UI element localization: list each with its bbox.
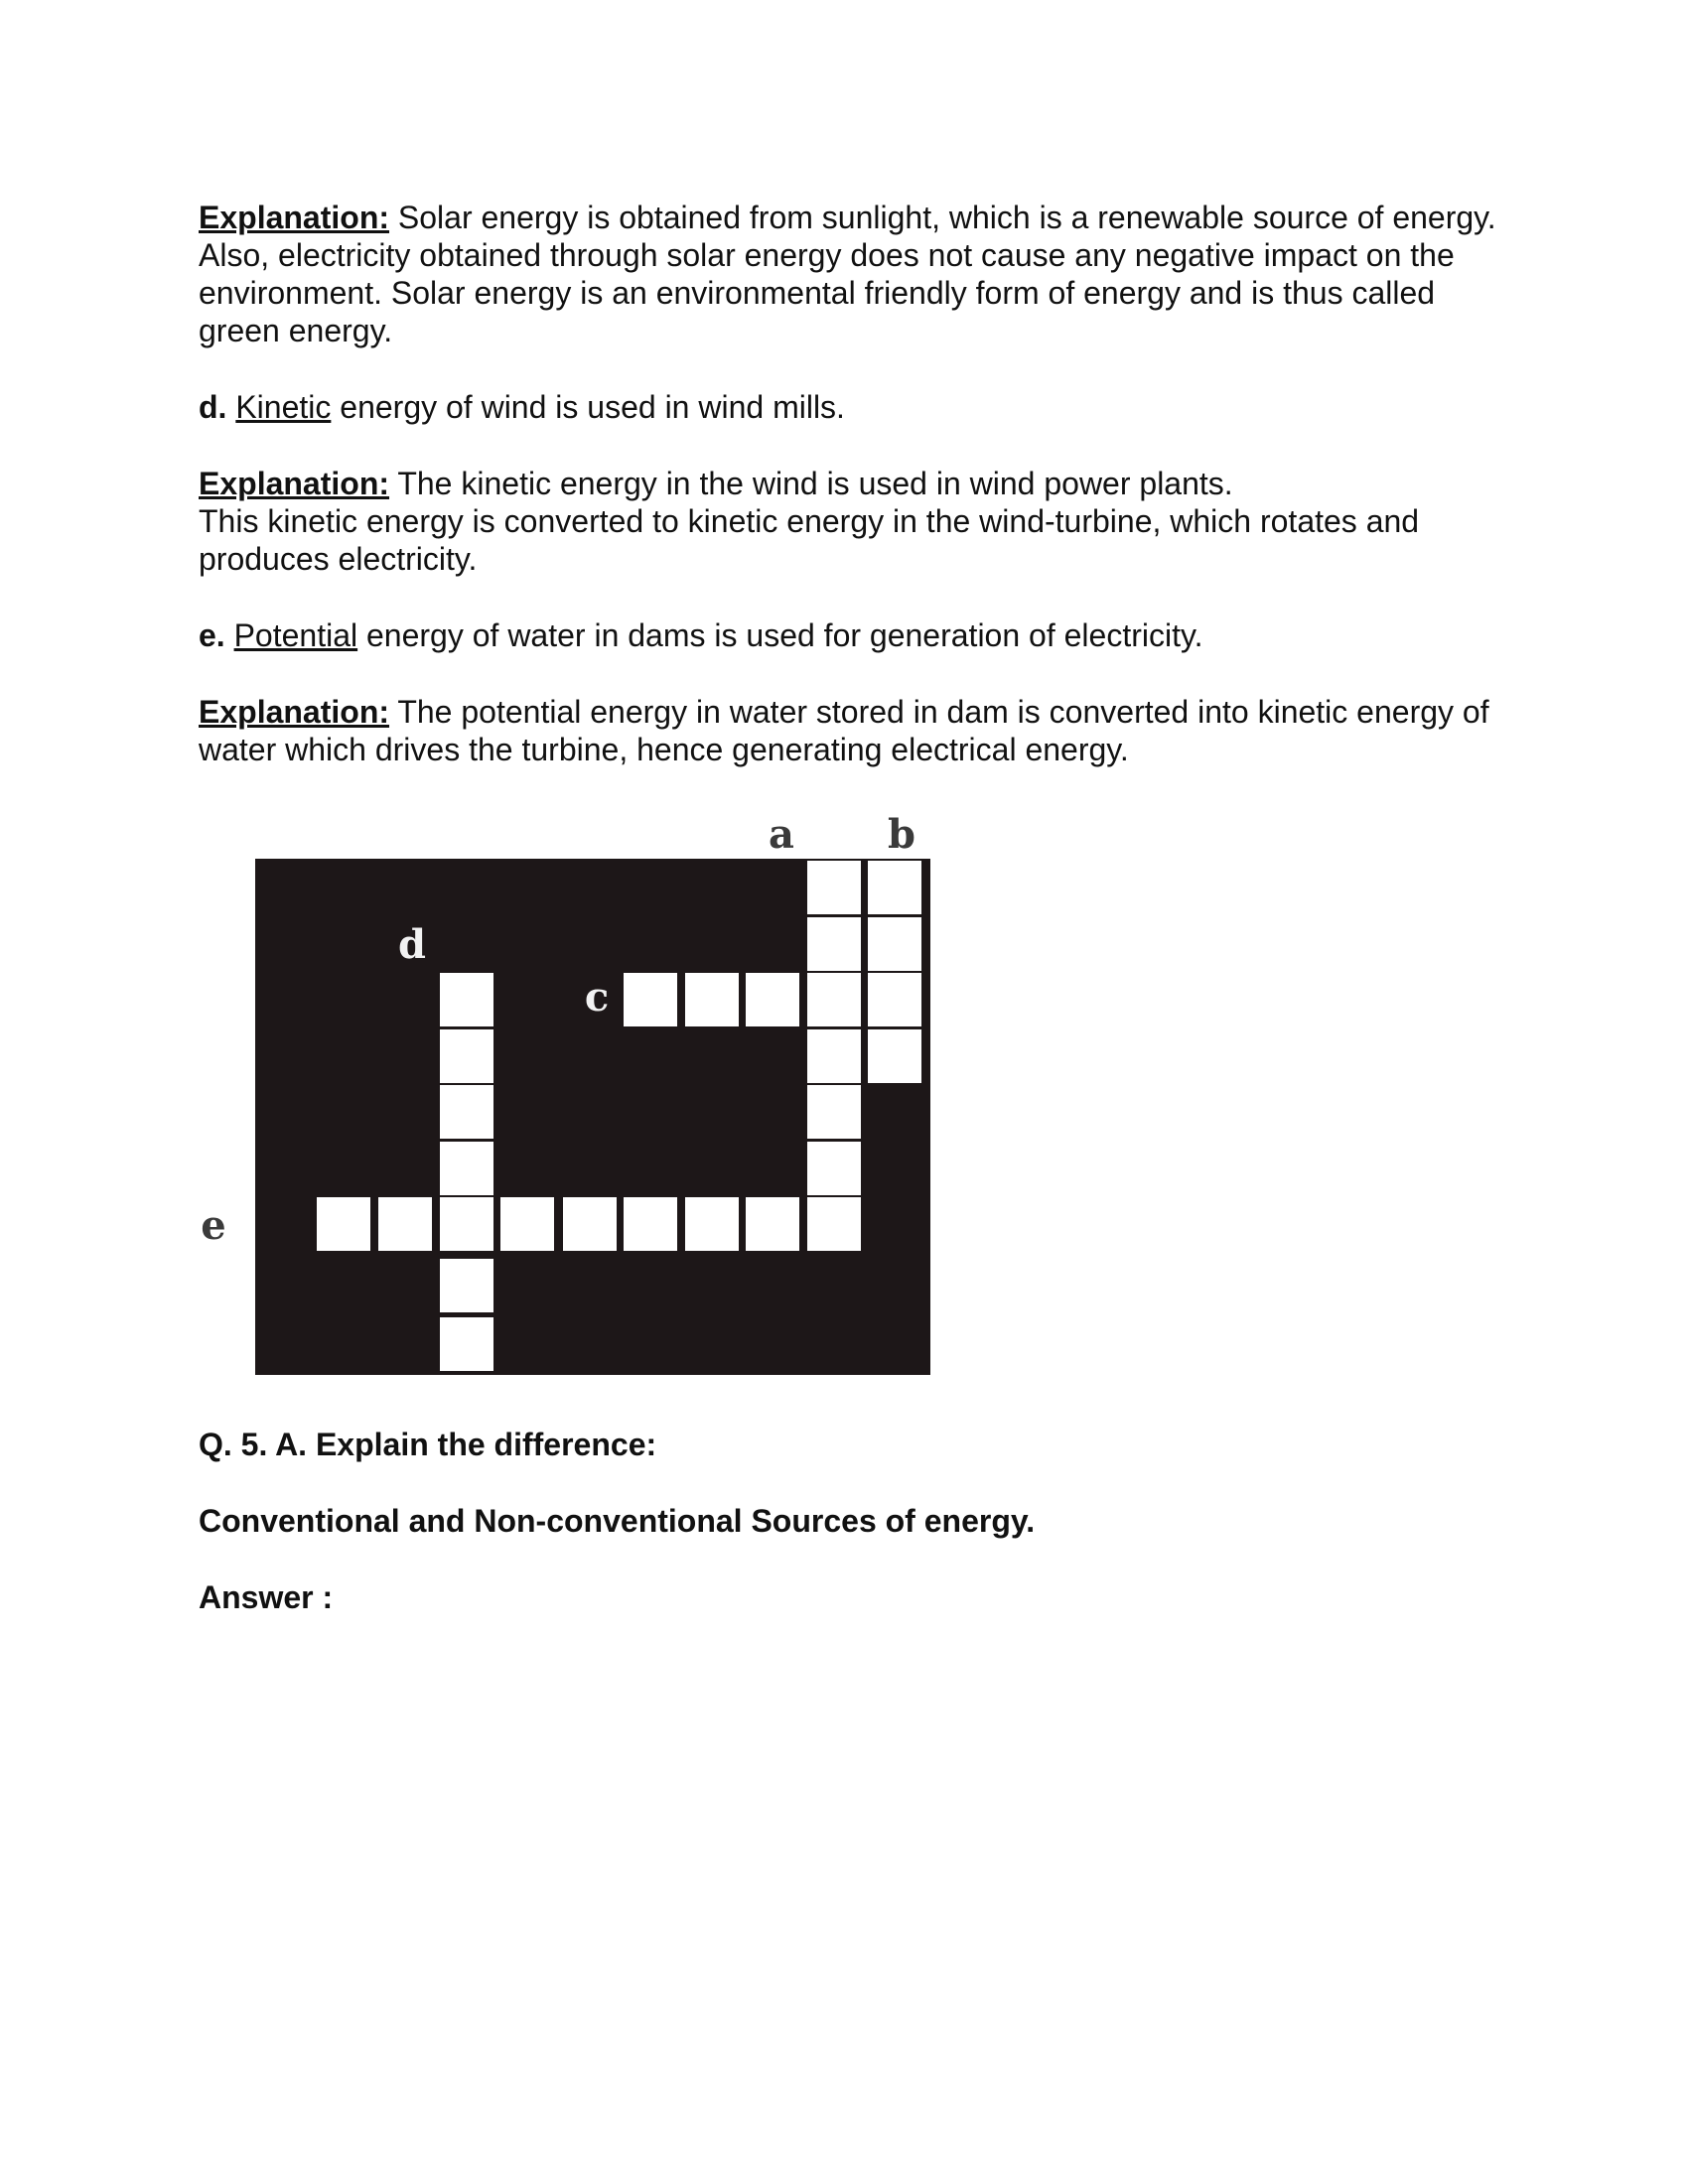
c-explanation-paragraph — [199, 199, 1519, 349]
crossword-cell — [868, 973, 921, 1026]
crossword-cell — [807, 917, 861, 971]
crossword-cell — [440, 1317, 493, 1371]
item-d-rest: energy of wind is used in wind mills. — [331, 389, 845, 425]
crossword-cell — [807, 1197, 861, 1251]
crossword-cell — [624, 1197, 677, 1251]
document-body — [199, 199, 1519, 807]
d-explanation-paragraph — [199, 465, 1519, 578]
crossword-cell — [807, 973, 861, 1026]
explanation-text: Solar energy is obtained from sunlight, which is a renewable source of energy. Also, electricity obtained through solar energy does not cause any negative impact on the environment. Solar energy is an environmental friendly form of energy and is thus called green energy. — [199, 200, 1496, 348]
explanation-text-line2: This kinetic energy is converted to kinetic energy in the wind-turbine, which rotates and produces electricity. — [199, 503, 1420, 577]
explanation-label: Explanation: — [199, 694, 390, 730]
crossword-cell — [807, 1085, 861, 1139]
crossword-cell — [868, 861, 921, 914]
clue-label-b: b — [888, 811, 915, 858]
question-subtitle: Conventional and Non-conventional Sources of energy. — [199, 1503, 1036, 1539]
crossword-cell — [440, 1142, 493, 1195]
crossword-cell — [440, 973, 493, 1026]
crossword-cell — [624, 973, 677, 1026]
crossword-cell — [563, 1197, 617, 1251]
question-section — [199, 1426, 1519, 1655]
explanation-label: Explanation: — [199, 200, 390, 235]
crossword-cell — [440, 1259, 493, 1312]
crossword-board — [255, 859, 930, 1375]
crossword-cell — [746, 1197, 799, 1251]
item-e-statement — [199, 616, 1519, 654]
crossword-cell — [378, 1197, 432, 1251]
item-e-answer: Potential — [233, 617, 358, 653]
crossword-cell — [807, 1142, 861, 1195]
clue-label-e: e — [201, 1202, 226, 1249]
clue-label-d: d — [398, 921, 426, 968]
crossword-cell — [440, 1197, 493, 1251]
answer-label: Answer : — [199, 1579, 334, 1615]
clue-label-a: a — [769, 811, 794, 858]
explanation-label: Explanation: — [199, 466, 390, 501]
crossword-cell — [868, 917, 921, 971]
crossword-cell — [868, 1029, 921, 1083]
crossword-cell — [685, 973, 739, 1026]
e-explanation-paragraph — [199, 693, 1519, 768]
crossword-cell — [807, 861, 861, 914]
crossword-cell — [746, 973, 799, 1026]
crossword-cell — [317, 1197, 370, 1251]
item-e-rest: energy of water in dams is used for generation of electricity. — [357, 617, 1203, 653]
crossword-cell — [685, 1197, 739, 1251]
item-d-statement — [199, 388, 1519, 426]
item-d-marker: d. — [199, 389, 227, 425]
item-d-answer: Kinetic — [235, 389, 332, 425]
crossword-puzzle — [194, 809, 948, 1390]
explanation-text: The potential energy in water stored in dam is converted into kinetic energy of water which drives the turbine, hence generating electrical energy. — [199, 694, 1489, 767]
crossword-cell — [500, 1197, 554, 1251]
question-title: Q. 5. A. Explain the difference: — [199, 1427, 657, 1462]
crossword-cell — [440, 1029, 493, 1083]
crossword-cell — [807, 1029, 861, 1083]
item-e-marker: e. — [199, 617, 225, 653]
crossword-cell — [440, 1085, 493, 1139]
clue-label-c: c — [584, 974, 610, 1021]
explanation-text-line1: The kinetic energy in the wind is used in wind power plants. — [389, 466, 1233, 501]
